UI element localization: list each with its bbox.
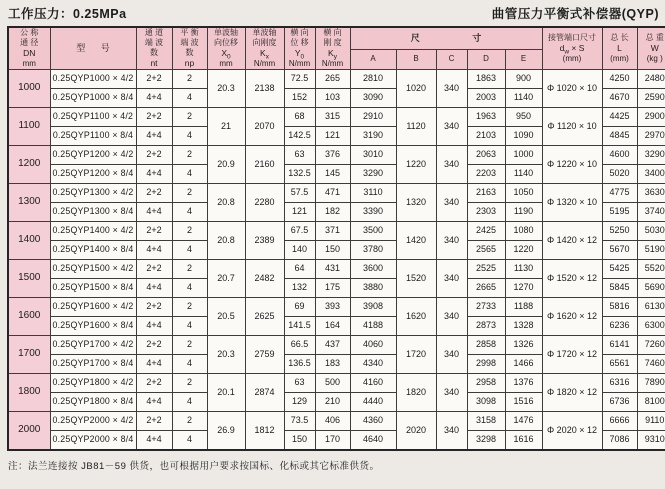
- np-cell: 2: [172, 259, 207, 278]
- dn-cell: 1500: [8, 259, 50, 297]
- dim-e-cell: 1090: [505, 126, 542, 145]
- np-cell: 4: [172, 430, 207, 450]
- model-cell: 0.25QYP1800 × 8/4: [50, 392, 136, 411]
- length-cell: 4250: [602, 69, 637, 88]
- x0-cell: 20.7: [207, 259, 245, 297]
- dim-e-cell: 1466: [505, 354, 542, 373]
- model-cell: 0.25QYP1700 × 8/4: [50, 354, 136, 373]
- model-cell: 0.25QYP1500 × 4/2: [50, 259, 136, 278]
- weight-cell: 9110: [637, 411, 665, 430]
- ky-cell: 145: [315, 164, 350, 183]
- y0-cell: 129: [284, 392, 315, 411]
- y0-cell: 121: [284, 202, 315, 221]
- ky-cell: 406: [315, 411, 350, 430]
- dim-d-cell: 3098: [467, 392, 505, 411]
- np-cell: 2: [172, 373, 207, 392]
- model-cell: 0.25QYP1800 × 4/2: [50, 373, 136, 392]
- model-cell: 0.25QYP1600 × 4/2: [50, 297, 136, 316]
- dim-e-cell: 1516: [505, 392, 542, 411]
- dim-e-cell: 1140: [505, 164, 542, 183]
- kx-cell: 2389: [245, 221, 284, 259]
- model-cell: 0.25QYP1600 × 8/4: [50, 316, 136, 335]
- col-header-pipe: 接管端口尺寸 $d_w \times S$ (mm): [542, 27, 602, 69]
- dim-a-cell: 3880: [350, 278, 396, 297]
- y0-cell: 73.5: [284, 411, 315, 430]
- dn-cell: 1400: [8, 221, 50, 259]
- col-header-kx: 单波轴 向刚度 $K_x$ N/mm: [245, 27, 284, 69]
- y0-cell: 141.5: [284, 316, 315, 335]
- nt-cell: 2+2: [136, 411, 172, 430]
- ky-cell: 164: [315, 316, 350, 335]
- dim-b-cell: 1320: [396, 183, 436, 221]
- col-header-dn: 公 称 通 径 DN mm: [8, 27, 50, 69]
- ky-cell: 371: [315, 221, 350, 240]
- y0-cell: 132.5: [284, 164, 315, 183]
- dim-c-cell: 340: [436, 183, 467, 221]
- np-cell: 2: [172, 69, 207, 88]
- ky-cell: 103: [315, 88, 350, 107]
- np-cell: 4: [172, 88, 207, 107]
- dim-d-cell: 2873: [467, 316, 505, 335]
- dim-e-cell: 1140: [505, 88, 542, 107]
- dim-a-cell: 3908: [350, 297, 396, 316]
- np-cell: 4: [172, 240, 207, 259]
- length-cell: 6316: [602, 373, 637, 392]
- dim-a-cell: 3090: [350, 88, 396, 107]
- dim-a-cell: 2810: [350, 69, 396, 88]
- dim-d-cell: 2203: [467, 164, 505, 183]
- weight-cell: 5030: [637, 221, 665, 240]
- y0-cell: 66.5: [284, 335, 315, 354]
- nt-cell: 4+4: [136, 88, 172, 107]
- dim-b-cell: 2020: [396, 411, 436, 450]
- dn-cell: 1700: [8, 335, 50, 373]
- dim-a-cell: 4188: [350, 316, 396, 335]
- nt-cell: 4+4: [136, 354, 172, 373]
- np-cell: 2: [172, 335, 207, 354]
- col-header-weight: 总 重 W (kg ): [637, 27, 665, 69]
- ky-cell: 150: [315, 240, 350, 259]
- col-header-b: B: [396, 50, 436, 70]
- nt-cell: 4+4: [136, 202, 172, 221]
- working-pressure-title: 工作压力：0.25MPa: [8, 7, 127, 21]
- ky-cell: 170: [315, 430, 350, 450]
- nt-cell: 4+4: [136, 240, 172, 259]
- x0-cell: 21: [207, 107, 245, 145]
- dn-cell: 2000: [8, 411, 50, 450]
- dim-e-cell: 1220: [505, 240, 542, 259]
- dim-d-cell: 2063: [467, 145, 505, 164]
- y0-cell: 64: [284, 259, 315, 278]
- dim-d-cell: 2565: [467, 240, 505, 259]
- np-cell: 4: [172, 354, 207, 373]
- dim-e-cell: 1188: [505, 297, 542, 316]
- dim-d-cell: 2858: [467, 335, 505, 354]
- dn-cell: 1800: [8, 373, 50, 411]
- dim-a-cell: 4640: [350, 430, 396, 450]
- dim-a-cell: 3500: [350, 221, 396, 240]
- col-header-x0: 单波轴 向位移 $X_0$ mm: [207, 27, 245, 69]
- y0-cell: 69: [284, 297, 315, 316]
- product-title: 曲管压力平衡式补偿器(QYP): [491, 7, 659, 21]
- dim-a-cell: 2910: [350, 107, 396, 126]
- ky-cell: 437: [315, 335, 350, 354]
- dim-a-cell: 3010: [350, 145, 396, 164]
- y0-cell: 68: [284, 107, 315, 126]
- pipe-size-cell: Φ 1120 × 10: [542, 107, 602, 145]
- dim-a-cell: 3600: [350, 259, 396, 278]
- length-cell: 6141: [602, 335, 637, 354]
- x0-cell: 20.8: [207, 221, 245, 259]
- kx-cell: 2759: [245, 335, 284, 373]
- model-cell: 0.25QYP1700 × 4/2: [50, 335, 136, 354]
- y0-cell: 152: [284, 88, 315, 107]
- length-cell: 4425: [602, 107, 637, 126]
- nt-cell: 2+2: [136, 107, 172, 126]
- ky-cell: 500: [315, 373, 350, 392]
- pipe-size-cell: Φ 2020 × 12: [542, 411, 602, 450]
- weight-cell: 3740: [637, 202, 665, 221]
- dim-e-cell: 1270: [505, 278, 542, 297]
- dim-b-cell: 1420: [396, 221, 436, 259]
- dim-d-cell: 3158: [467, 411, 505, 430]
- model-cell: 0.25QYP1200 × 8/4: [50, 164, 136, 183]
- ky-cell: 182: [315, 202, 350, 221]
- weight-cell: 3400: [637, 164, 665, 183]
- length-cell: 4600: [602, 145, 637, 164]
- col-header-model: 型 号: [50, 27, 136, 69]
- dim-c-cell: 340: [436, 107, 467, 145]
- table-row: [8, 259, 665, 278]
- np-cell: 4: [172, 392, 207, 411]
- y0-cell: 136.5: [284, 354, 315, 373]
- dim-d-cell: 1863: [467, 69, 505, 88]
- dim-d-cell: 2003: [467, 88, 505, 107]
- dim-d-cell: 2525: [467, 259, 505, 278]
- nt-cell: 4+4: [136, 164, 172, 183]
- length-cell: 5670: [602, 240, 637, 259]
- weight-cell: 2970: [637, 126, 665, 145]
- kx-cell: 2070: [245, 107, 284, 145]
- dim-e-cell: 950: [505, 107, 542, 126]
- pipe-size-cell: Φ 1720 × 12: [542, 335, 602, 373]
- dim-d-cell: 3298: [467, 430, 505, 450]
- ky-cell: 431: [315, 259, 350, 278]
- length-cell: 5816: [602, 297, 637, 316]
- dim-b-cell: 1520: [396, 259, 436, 297]
- col-header-c: C: [436, 50, 467, 70]
- x0-cell: 20.3: [207, 335, 245, 373]
- dim-c-cell: 340: [436, 297, 467, 335]
- dim-c-cell: 340: [436, 221, 467, 259]
- title-bar: [8, 4, 659, 22]
- dim-d-cell: 2958: [467, 373, 505, 392]
- nt-cell: 2+2: [136, 221, 172, 240]
- model-cell: 0.25QYP1300 × 4/2: [50, 183, 136, 202]
- table-row: [8, 297, 665, 316]
- table-row: [8, 107, 665, 126]
- dn-cell: 1000: [8, 69, 50, 107]
- model-cell: 0.25QYP2000 × 8/4: [50, 430, 136, 450]
- footnote: 注：法兰连接按 JB81－59 供货，也可根据用户要求按国标、化标或其它标准供货。: [8, 461, 380, 472]
- length-cell: 4845: [602, 126, 637, 145]
- table-row: [8, 183, 665, 202]
- np-cell: 4: [172, 202, 207, 221]
- np-cell: 2: [172, 145, 207, 164]
- pipe-size-cell: Φ 1520 × 12: [542, 259, 602, 297]
- np-cell: 2: [172, 183, 207, 202]
- length-cell: 6236: [602, 316, 637, 335]
- pipe-size-cell: Φ 1420 × 12: [542, 221, 602, 259]
- y0-cell: 150: [284, 430, 315, 450]
- dim-a-cell: 4360: [350, 411, 396, 430]
- length-cell: 7086: [602, 430, 637, 450]
- ky-cell: 265: [315, 69, 350, 88]
- col-header-np: 平 衡 端 波 数 np: [172, 27, 207, 69]
- dim-e-cell: 900: [505, 69, 542, 88]
- np-cell: 4: [172, 278, 207, 297]
- length-cell: 5020: [602, 164, 637, 183]
- table-row: [8, 69, 665, 88]
- nt-cell: 2+2: [136, 259, 172, 278]
- dim-a-cell: 4060: [350, 335, 396, 354]
- weight-cell: 6300: [637, 316, 665, 335]
- dim-a-cell: 3290: [350, 164, 396, 183]
- col-header-ky: 横 向 刚 度 $K_y$ N/mm: [315, 27, 350, 69]
- dim-c-cell: 340: [436, 145, 467, 183]
- ky-cell: 393: [315, 297, 350, 316]
- np-cell: 4: [172, 316, 207, 335]
- dim-c-cell: 340: [436, 411, 467, 450]
- y0-cell: 63: [284, 145, 315, 164]
- dim-e-cell: 1326: [505, 335, 542, 354]
- length-cell: 6561: [602, 354, 637, 373]
- model-cell: 0.25QYP1100 × 8/4: [50, 126, 136, 145]
- length-cell: 4670: [602, 88, 637, 107]
- weight-cell: 3630: [637, 183, 665, 202]
- model-cell: 0.25QYP1100 × 4/2: [50, 107, 136, 126]
- model-cell: 0.25QYP1000 × 8/4: [50, 88, 136, 107]
- length-cell: 6666: [602, 411, 637, 430]
- y0-cell: 67.5: [284, 221, 315, 240]
- ky-cell: 121: [315, 126, 350, 145]
- pipe-size-cell: Φ 1220 × 10: [542, 145, 602, 183]
- dim-a-cell: 4340: [350, 354, 396, 373]
- nt-cell: 2+2: [136, 373, 172, 392]
- col-header-size-group: 尺 寸: [350, 27, 542, 50]
- x0-cell: 26.9: [207, 411, 245, 450]
- dim-d-cell: 2103: [467, 126, 505, 145]
- nt-cell: 4+4: [136, 392, 172, 411]
- y0-cell: 140: [284, 240, 315, 259]
- dim-b-cell: 1220: [396, 145, 436, 183]
- dim-b-cell: 1720: [396, 335, 436, 373]
- col-header-y0: 横 向 位 移 $Y_0$ N/mm: [284, 27, 315, 69]
- dim-b-cell: 1820: [396, 373, 436, 411]
- dim-d-cell: 2733: [467, 297, 505, 316]
- x0-cell: 20.3: [207, 69, 245, 107]
- dn-cell: 1100: [8, 107, 50, 145]
- col-header-a: A: [350, 50, 396, 70]
- y0-cell: 57.5: [284, 183, 315, 202]
- pipe-size-cell: Φ 1620 × 12: [542, 297, 602, 335]
- spec-table-body: [8, 69, 665, 450]
- nt-cell: 4+4: [136, 126, 172, 145]
- table-row: [8, 335, 665, 354]
- dim-a-cell: 4440: [350, 392, 396, 411]
- dn-cell: 1200: [8, 145, 50, 183]
- kx-cell: 2625: [245, 297, 284, 335]
- model-cell: 0.25QYP2000 × 4/2: [50, 411, 136, 430]
- x0-cell: 20.1: [207, 373, 245, 411]
- dim-a-cell: 3190: [350, 126, 396, 145]
- weight-cell: 2590: [637, 88, 665, 107]
- table-row: [8, 373, 665, 392]
- weight-cell: 5190: [637, 240, 665, 259]
- model-cell: 0.25QYP1200 × 4/2: [50, 145, 136, 164]
- col-header-nt: 通 道 端 波 数 nt: [136, 27, 172, 69]
- weight-cell: 8100: [637, 392, 665, 411]
- np-cell: 2: [172, 297, 207, 316]
- dim-c-cell: 340: [436, 259, 467, 297]
- dim-d-cell: 2163: [467, 183, 505, 202]
- model-cell: 0.25QYP1000 × 4/2: [50, 69, 136, 88]
- dim-d-cell: 2303: [467, 202, 505, 221]
- table-row: [8, 221, 665, 240]
- dim-e-cell: 1080: [505, 221, 542, 240]
- weight-cell: 9310: [637, 430, 665, 450]
- dim-c-cell: 340: [436, 335, 467, 373]
- ky-cell: 175: [315, 278, 350, 297]
- np-cell: 4: [172, 126, 207, 145]
- dim-e-cell: 1476: [505, 411, 542, 430]
- dim-d-cell: 2998: [467, 354, 505, 373]
- ky-cell: 210: [315, 392, 350, 411]
- length-cell: 5845: [602, 278, 637, 297]
- dim-d-cell: 2665: [467, 278, 505, 297]
- dn-cell: 1300: [8, 183, 50, 221]
- dim-b-cell: 1620: [396, 297, 436, 335]
- x0-cell: 20.9: [207, 145, 245, 183]
- dim-a-cell: 3110: [350, 183, 396, 202]
- dim-a-cell: 4160: [350, 373, 396, 392]
- nt-cell: 2+2: [136, 69, 172, 88]
- ky-cell: 471: [315, 183, 350, 202]
- dim-a-cell: 3780: [350, 240, 396, 259]
- dim-e-cell: 1328: [505, 316, 542, 335]
- dim-e-cell: 1050: [505, 183, 542, 202]
- pipe-size-cell: Φ 1020 × 10: [542, 69, 602, 107]
- length-cell: 5250: [602, 221, 637, 240]
- dim-e-cell: 1376: [505, 373, 542, 392]
- nt-cell: 2+2: [136, 145, 172, 164]
- ky-cell: 183: [315, 354, 350, 373]
- dim-d-cell: 1963: [467, 107, 505, 126]
- dim-c-cell: 340: [436, 373, 467, 411]
- dim-e-cell: 1616: [505, 430, 542, 450]
- dim-b-cell: 1120: [396, 107, 436, 145]
- weight-cell: 3290: [637, 145, 665, 164]
- spec-table: [7, 26, 665, 451]
- kx-cell: 2280: [245, 183, 284, 221]
- col-header-e: E: [505, 50, 542, 70]
- pipe-size-cell: Φ 1320 × 10: [542, 183, 602, 221]
- weight-cell: 6130: [637, 297, 665, 316]
- np-cell: 4: [172, 164, 207, 183]
- ky-cell: 315: [315, 107, 350, 126]
- np-cell: 2: [172, 107, 207, 126]
- dim-e-cell: 1190: [505, 202, 542, 221]
- weight-cell: 2480: [637, 69, 665, 88]
- nt-cell: 4+4: [136, 430, 172, 450]
- col-header-d: D: [467, 50, 505, 70]
- model-cell: 0.25QYP1300 × 8/4: [50, 202, 136, 221]
- x0-cell: 20.5: [207, 297, 245, 335]
- weight-cell: 7890: [637, 373, 665, 392]
- dim-e-cell: 1000: [505, 145, 542, 164]
- length-cell: 5425: [602, 259, 637, 278]
- weight-cell: 7460: [637, 354, 665, 373]
- y0-cell: 142.5: [284, 126, 315, 145]
- dim-c-cell: 340: [436, 69, 467, 107]
- np-cell: 2: [172, 221, 207, 240]
- dim-e-cell: 1130: [505, 259, 542, 278]
- weight-cell: 2900: [637, 107, 665, 126]
- table-row: [8, 411, 665, 430]
- y0-cell: 72.5: [284, 69, 315, 88]
- col-header-length: 总 长 L (mm): [602, 27, 637, 69]
- model-cell: 0.25QYP1500 × 8/4: [50, 278, 136, 297]
- nt-cell: 2+2: [136, 297, 172, 316]
- y0-cell: 132: [284, 278, 315, 297]
- dn-cell: 1600: [8, 297, 50, 335]
- kx-cell: 2138: [245, 69, 284, 107]
- pipe-size-cell: Φ 1820 × 12: [542, 373, 602, 411]
- weight-cell: 5690: [637, 278, 665, 297]
- weight-cell: 5520: [637, 259, 665, 278]
- np-cell: 2: [172, 411, 207, 430]
- kx-cell: 2160: [245, 145, 284, 183]
- length-cell: 4775: [602, 183, 637, 202]
- dim-a-cell: 3390: [350, 202, 396, 221]
- weight-cell: 7260: [637, 335, 665, 354]
- nt-cell: 4+4: [136, 278, 172, 297]
- kx-cell: 1812: [245, 411, 284, 450]
- table-header: [8, 27, 665, 69]
- kx-cell: 2874: [245, 373, 284, 411]
- x0-cell: 20.8: [207, 183, 245, 221]
- nt-cell: 2+2: [136, 335, 172, 354]
- kx-cell: 2482: [245, 259, 284, 297]
- length-cell: 6736: [602, 392, 637, 411]
- dim-d-cell: 2425: [467, 221, 505, 240]
- dim-b-cell: 1020: [396, 69, 436, 107]
- nt-cell: 4+4: [136, 316, 172, 335]
- table-row: [8, 145, 665, 164]
- model-cell: 0.25QYP1400 × 4/2: [50, 221, 136, 240]
- model-cell: 0.25QYP1400 × 8/4: [50, 240, 136, 259]
- y0-cell: 63: [284, 373, 315, 392]
- ky-cell: 376: [315, 145, 350, 164]
- nt-cell: 2+2: [136, 183, 172, 202]
- length-cell: 5195: [602, 202, 637, 221]
